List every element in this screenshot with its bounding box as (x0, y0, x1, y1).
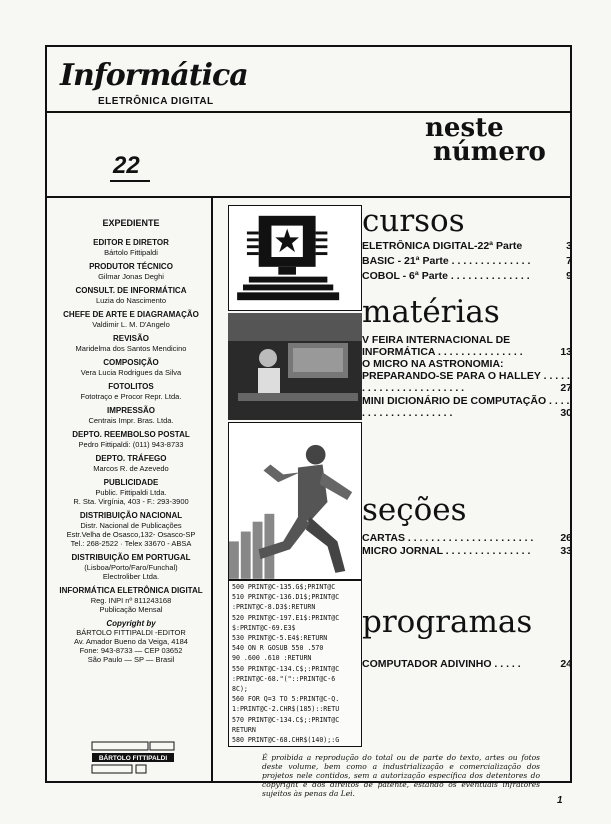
staff-name: Luzia do Nascimento (95, 296, 167, 305)
headline-numero: número (433, 137, 546, 167)
publisher-line: Av. Amador Bueno da Veiga, 4184 (74, 637, 188, 646)
staff-section (55, 382, 207, 401)
item-title: MINI DICIONÁRIO DE COMPUTAÇÃO . . . . . . . . . . . . . . . . . . . . (362, 395, 570, 419)
staff-role: DISTRIBUIÇÃO NACIONAL (79, 511, 183, 520)
code-line: 500 PRINT@C-135.G$;PRINT@C (232, 583, 336, 591)
item-title: COBOL - 6ª Parte . . . . . . . . . . . . . . (362, 270, 530, 282)
staff-credits (55, 218, 207, 664)
staff-section (55, 334, 207, 353)
section-title-materias: matérias (362, 294, 500, 330)
staff-role: COMPOSIÇÃO (103, 358, 159, 367)
staff-role: CHEFE DE ARTE E DIAGRAMAÇÃO (63, 310, 199, 319)
materias-item[interactable] (362, 334, 572, 358)
staff-role: FOTOLITOS (108, 382, 154, 391)
staff-heading: EXPEDIENTE (102, 218, 160, 228)
publisher-line: BÁRTOLO FITTIPALDI -EDITOR (76, 628, 186, 637)
staff-name: Publicação Mensal (99, 605, 163, 614)
feira-photo (228, 313, 362, 420)
copyright-label: Copyright by (106, 619, 156, 628)
code-line: 8C); (232, 685, 248, 694)
staff-section (55, 454, 207, 473)
code-line: 580 PRINT@C-68.CHR$(140);:G (232, 736, 340, 745)
section-title-programas: programas (362, 604, 533, 640)
staff-section (55, 310, 207, 329)
staff-role: CONSULT. DE INFORMÁTICA (75, 286, 187, 295)
staff-role: REVISÃO (112, 334, 149, 343)
runner-illustration (228, 422, 362, 580)
code-line: $:PRINT@C-69.E3$ (232, 623, 296, 632)
programas-item[interactable] (362, 658, 572, 670)
staff-section (55, 238, 207, 257)
code-line: 540 ON R GOSUB 550 .570 (232, 644, 324, 653)
staff-section (55, 406, 207, 425)
code-line: 550 PRINT@C-134.C$;:PRINT@C (232, 664, 340, 673)
copyright-notice: É proibida a reprodução do total ou de parte do texto, artes ou fotos deste volume, bem como a industrialização e comercialização dos projetos nele contidos, sem a autorização específica dos detentores do copyright e dos direitos de patente, estando os eventuais infratores sujeitos às penas da Lei. (262, 753, 540, 798)
staff-section (55, 262, 207, 281)
code-line: 570 PRINT@C-134.C$;:PRINT@C (232, 715, 340, 724)
item-title: MICRO JORNAL . . . . . . . . . . . . . . . (362, 545, 531, 557)
staff-name: Estr.Velha de Osasco,132- Osasco-SP (66, 530, 196, 539)
staff-role: DEPTO. REEMBOLSO POSTAL (72, 430, 190, 439)
cursos-item[interactable] (362, 270, 572, 282)
item-page: 27 (560, 382, 572, 394)
cursos-item[interactable] (362, 240, 572, 252)
staff-role: DISTRIBUIÇÃO EM PORTUGAL (71, 553, 191, 562)
code-line: :PRINT@C-68."("::PRINT@C-6 (232, 674, 336, 683)
code-line: 560 FOR Q=3 TO 5:PRINT@C-Q. (232, 695, 340, 704)
masthead-divider (45, 196, 572, 198)
item-page: 9 (566, 270, 572, 282)
basic-code-listing (228, 580, 362, 747)
item-title: CARTAS . . . . . . . . . . . . . . . . . . . . . . (362, 532, 534, 544)
issue-underline (110, 180, 150, 182)
staff-role: IMPRESSÃO (106, 406, 155, 415)
item-title: COMPUTADOR ADIVINHO . . . . . (362, 658, 521, 670)
staff-name: R. Sta. Virgínia, 403 - F.: 293-3900 (73, 497, 189, 506)
publisher-logo-text: BÁRTOLO FITTIPALDI (98, 755, 168, 762)
staff-name: Pedro Fittipaldi: (011) 943-8733 (78, 440, 184, 449)
item-page: 7 (566, 255, 572, 267)
staff-name: Gilmar Jonas Deghi (98, 272, 164, 281)
code-line: 90 .600 .610 :RETURN (232, 654, 312, 663)
item-title: ELETRÔNICA DIGITAL-22ª Parte (362, 240, 523, 252)
headline-neste: neste (425, 113, 504, 143)
cursos-item[interactable] (362, 255, 572, 267)
item-page: 33 (560, 545, 572, 557)
item-page: 30 (560, 407, 572, 419)
column-divider (211, 197, 213, 782)
staff-name: Distr. Nacional de Publicações (80, 521, 182, 530)
publisher-logo (88, 740, 180, 784)
staff-name: Electroliber Ltda. (102, 572, 160, 581)
code-line: 520 PRINT@C-197.E1$:PRINT@C (232, 613, 340, 622)
staff-role: DEPTO. TRÁFEGO (95, 454, 167, 463)
materias-item[interactable] (362, 358, 572, 394)
secoes-item[interactable] (362, 545, 572, 557)
code-line: :PRINT@C-8.D3$:RETURN (232, 603, 316, 612)
staff-name: Vera Lucia Rodrigues da Silva (80, 368, 182, 377)
staff-section (55, 358, 207, 377)
staff-name: Fototraço e Procor Repr. Ltda. (80, 392, 182, 401)
staff-name: Public. Fittipaldi Ltda. (95, 488, 167, 497)
page-number: 1 (557, 795, 563, 806)
staff-role: PRODUTOR TÉCNICO (89, 262, 173, 271)
staff-section (55, 430, 207, 449)
staff-role: INFORMÁTICA ELETRÔNICA DIGITAL (59, 586, 203, 595)
staff-name: (Lisboa/Porto/Faro/Funchal) (84, 563, 178, 572)
staff-name: Tel.: 268-2522 · Telex 33670 - ABSA (70, 539, 192, 548)
code-line: 530 PRINT@C-5.E4$:RETURN (232, 634, 328, 643)
staff-role: EDITOR E DIRETOR (93, 238, 169, 247)
section-title-cursos: cursos (362, 203, 465, 239)
staff-section (55, 478, 207, 506)
publisher-line: São Paulo — SP — Brasil (87, 655, 175, 664)
staff-section (55, 511, 207, 548)
item-page: 24 (560, 658, 572, 670)
staff-name: Reg. INPI nº 811243168 (90, 596, 172, 605)
code-line: RETURN (232, 725, 256, 734)
item-title: O MICRO NA ASTRONOMIA: PREPARANDO-SE PARA O HALLEY . . . . . . . . . . . . . . . . . . . . . . . (362, 358, 570, 394)
staff-section (55, 553, 207, 581)
item-page: 26 (560, 532, 572, 544)
code-line: 510 PRINT@C-136.D1$;PRINT@C (232, 593, 340, 602)
staff-name: Maridelma dos Santos Mendicino (75, 344, 187, 353)
issue-number: 22 (113, 152, 140, 179)
item-page: 13 (560, 346, 572, 358)
staff-name: Marcos R. de Azevedo (93, 464, 169, 473)
publisher-line: Fone: 943-8733 — CEP 03652 (79, 646, 183, 655)
code-line: 1:PRINT@C-2.CHR$(185)::RETU (232, 705, 340, 714)
staff-section (55, 286, 207, 305)
staff-name: Valdimir L. M. D'Angelo (92, 320, 170, 329)
item-title: V FEIRA INTERNACIONAL DE INFORMÁTICA . . . . . . . . . . . . . . . (362, 334, 523, 358)
materias-item[interactable] (362, 395, 572, 419)
magazine-logo-title: Informática (60, 58, 248, 93)
staff-section (55, 586, 207, 614)
staff-name: Bártolo Fittipaldi (104, 248, 158, 257)
section-title-secoes: seções (362, 492, 467, 528)
item-page: 3 (566, 240, 572, 252)
item-title: BASIC - 21ª Parte . . . . . . . . . . . . . . (362, 255, 531, 267)
computer-star-illustration (228, 205, 362, 311)
secoes-item[interactable] (362, 532, 572, 544)
magazine-logo-subtitle: ELETRÔNICA DIGITAL (98, 96, 214, 107)
staff-role: PUBLICIDADE (103, 478, 159, 487)
staff-name: Centrais Impr. Bras. Ltda. (88, 416, 174, 425)
